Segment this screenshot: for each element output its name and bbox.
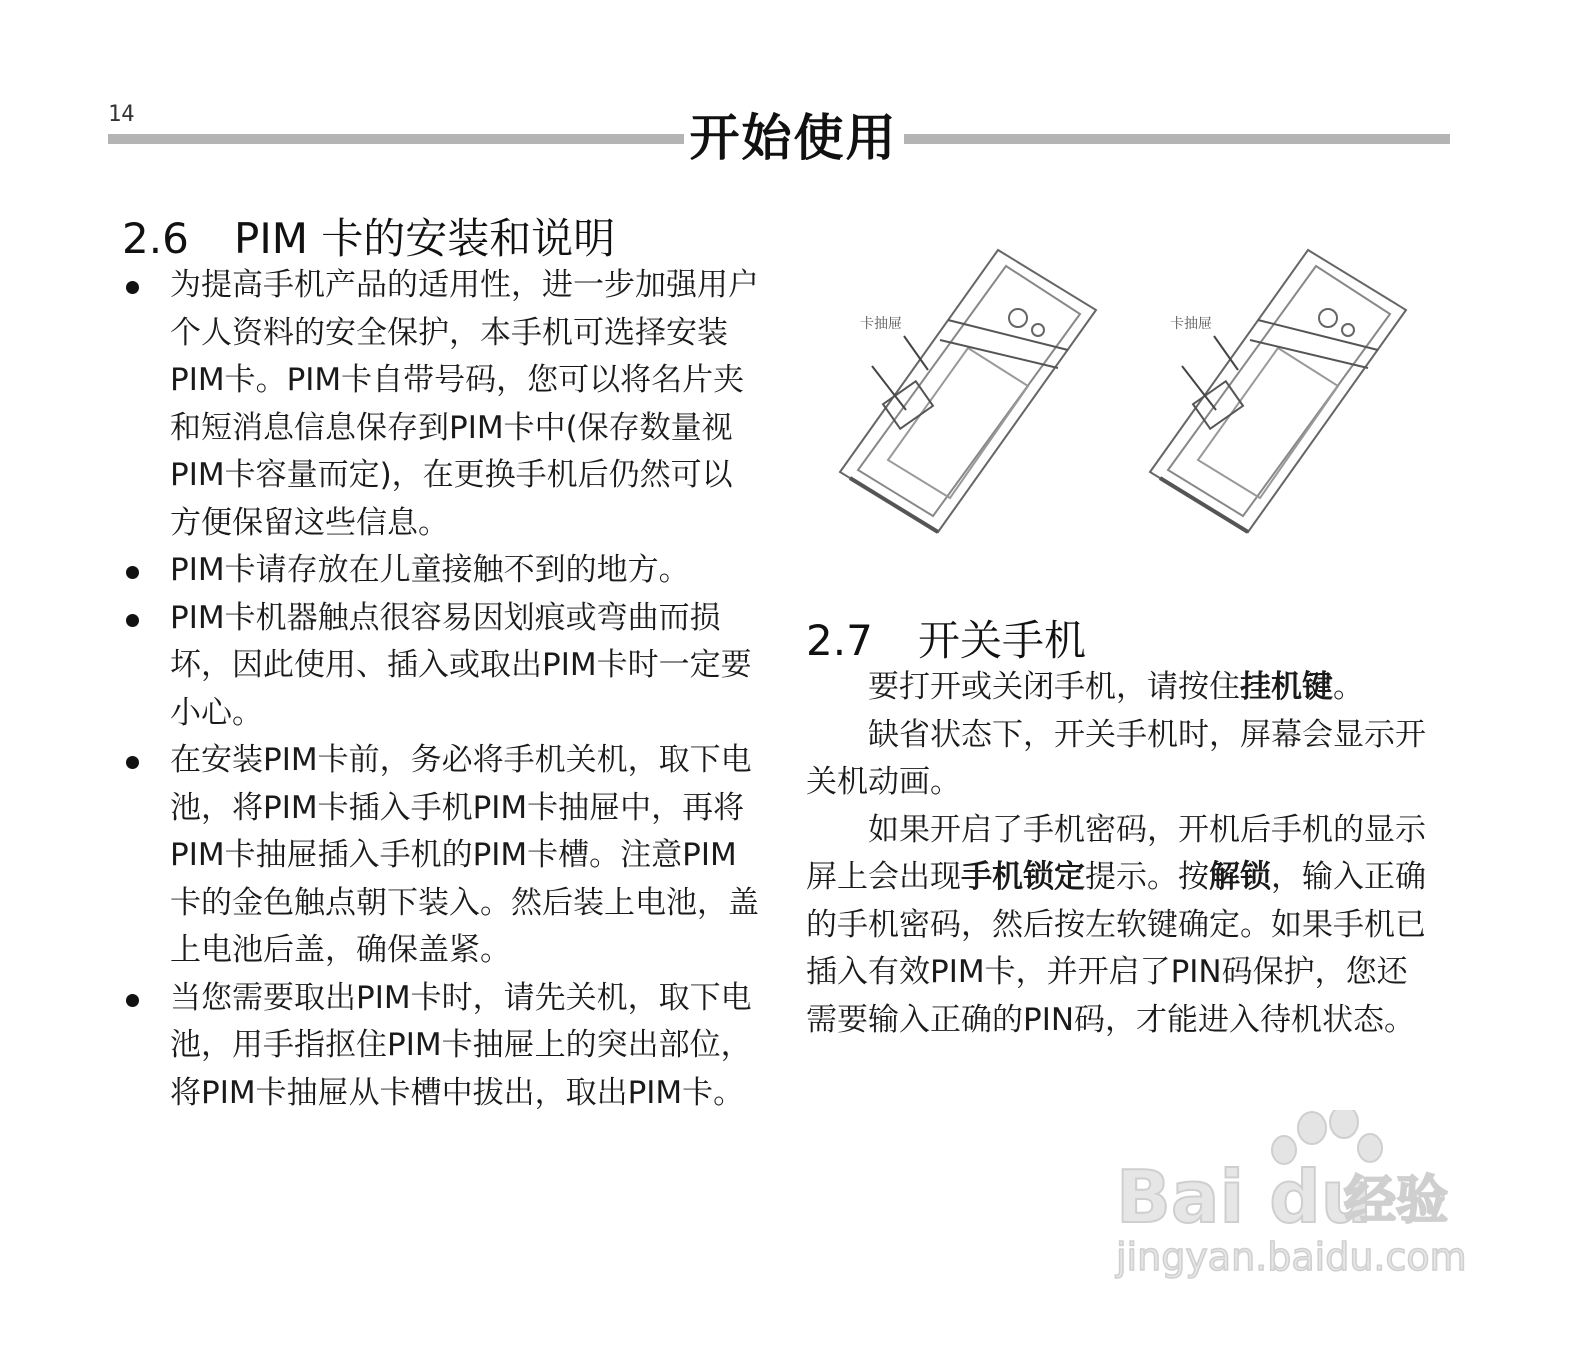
paragraph: 缺省状态下，开关手机时，屏幕会显示开关机动画。: [806, 716, 1426, 800]
chapter-title: [0, 98, 1587, 170]
paragraph: 如果开启了手机密码，开机后手机的显示屏上会出现手机锁定提示。按解锁，输入正确的手机密码，然后按左软键确定。如果手机已插入有效PIM卡，并开启了PIN码保护，您还需要输入正确的PIN码，才能进入待机状态。: [806, 811, 1426, 1038]
watermark-brand-cn: 经验: [1344, 1171, 1449, 1231]
section-2-7-body: [806, 664, 1438, 1044]
list-item: 为提高手机产品的适用性，进一步加强用户个人资料的安全保护，本手机可选择安装PIM卡。PIM卡自带号码，您可以将名片夹和短消息信息保存到PIM卡中(保存数量视PIM卡容量而定)，在更换手机后仍然可以方便保留这些信息。: [122, 262, 762, 547]
list-item: PIM卡机器触点很容易因划痕或弯曲而损坏，因此使用、插入或取出PIM卡时一定要小心。: [122, 595, 762, 738]
list-item: 在安装PIM卡前，务必将手机关机，取下电池，将PIM卡插入手机PIM卡抽屉中，再将PIM卡抽屉插入手机的PIM卡槽。注意PIM卡的金色触点朝下装入。然后装上电池，盖上电池后盖，确保盖紧。: [122, 737, 762, 975]
phone-illustration-right: [1150, 250, 1406, 532]
bullet-dot-icon: [126, 281, 139, 294]
bullet-dot-icon: [126, 566, 139, 579]
bullet-list: [122, 262, 762, 1117]
figure-label-left: 卡抽屉: [860, 316, 902, 332]
list-item: PIM卡请存放在儿童接触不到的地方。: [122, 547, 762, 595]
chapter-title-text: 开始使用: [684, 109, 904, 167]
figure-label-right: 卡抽屉: [1170, 316, 1212, 332]
section-title: 开关手机: [918, 616, 1087, 665]
bullet-dot-icon: [126, 614, 139, 627]
bullet-dot-icon: [126, 756, 139, 769]
baidu-watermark: [1112, 1110, 1472, 1290]
section-heading-2-7: [806, 608, 1086, 668]
paragraph: 要打开或关闭手机，请按住挂机键。: [868, 669, 1364, 705]
prompt-phone-locked: 手机锁定: [961, 859, 1085, 895]
key-name-unlock: 解锁: [1209, 859, 1271, 895]
key-name-hangup: 挂机键: [1240, 669, 1333, 705]
page-number: 14: [108, 102, 135, 127]
pim-card-install-figure: [828, 240, 1428, 540]
phone-illustration-left: [840, 250, 1096, 532]
section-title: PIM 卡的安装和说明: [234, 214, 616, 263]
bullet-dot-icon: [126, 994, 139, 1007]
section-heading-2-6: [122, 206, 615, 266]
section-number: 2.6: [122, 214, 189, 263]
list-item: 当您需要取出PIM卡时，请先关机，取下电池，用手指抠住PIM卡抽屉上的突出部位，将PIM卡抽屉从卡槽中拔出，取出PIM卡。: [122, 975, 762, 1118]
watermark-url: jingyan.baidu.com: [1116, 1235, 1467, 1279]
section-number: 2.7: [806, 616, 873, 665]
watermark-brand: Bai du: [1116, 1155, 1373, 1239]
